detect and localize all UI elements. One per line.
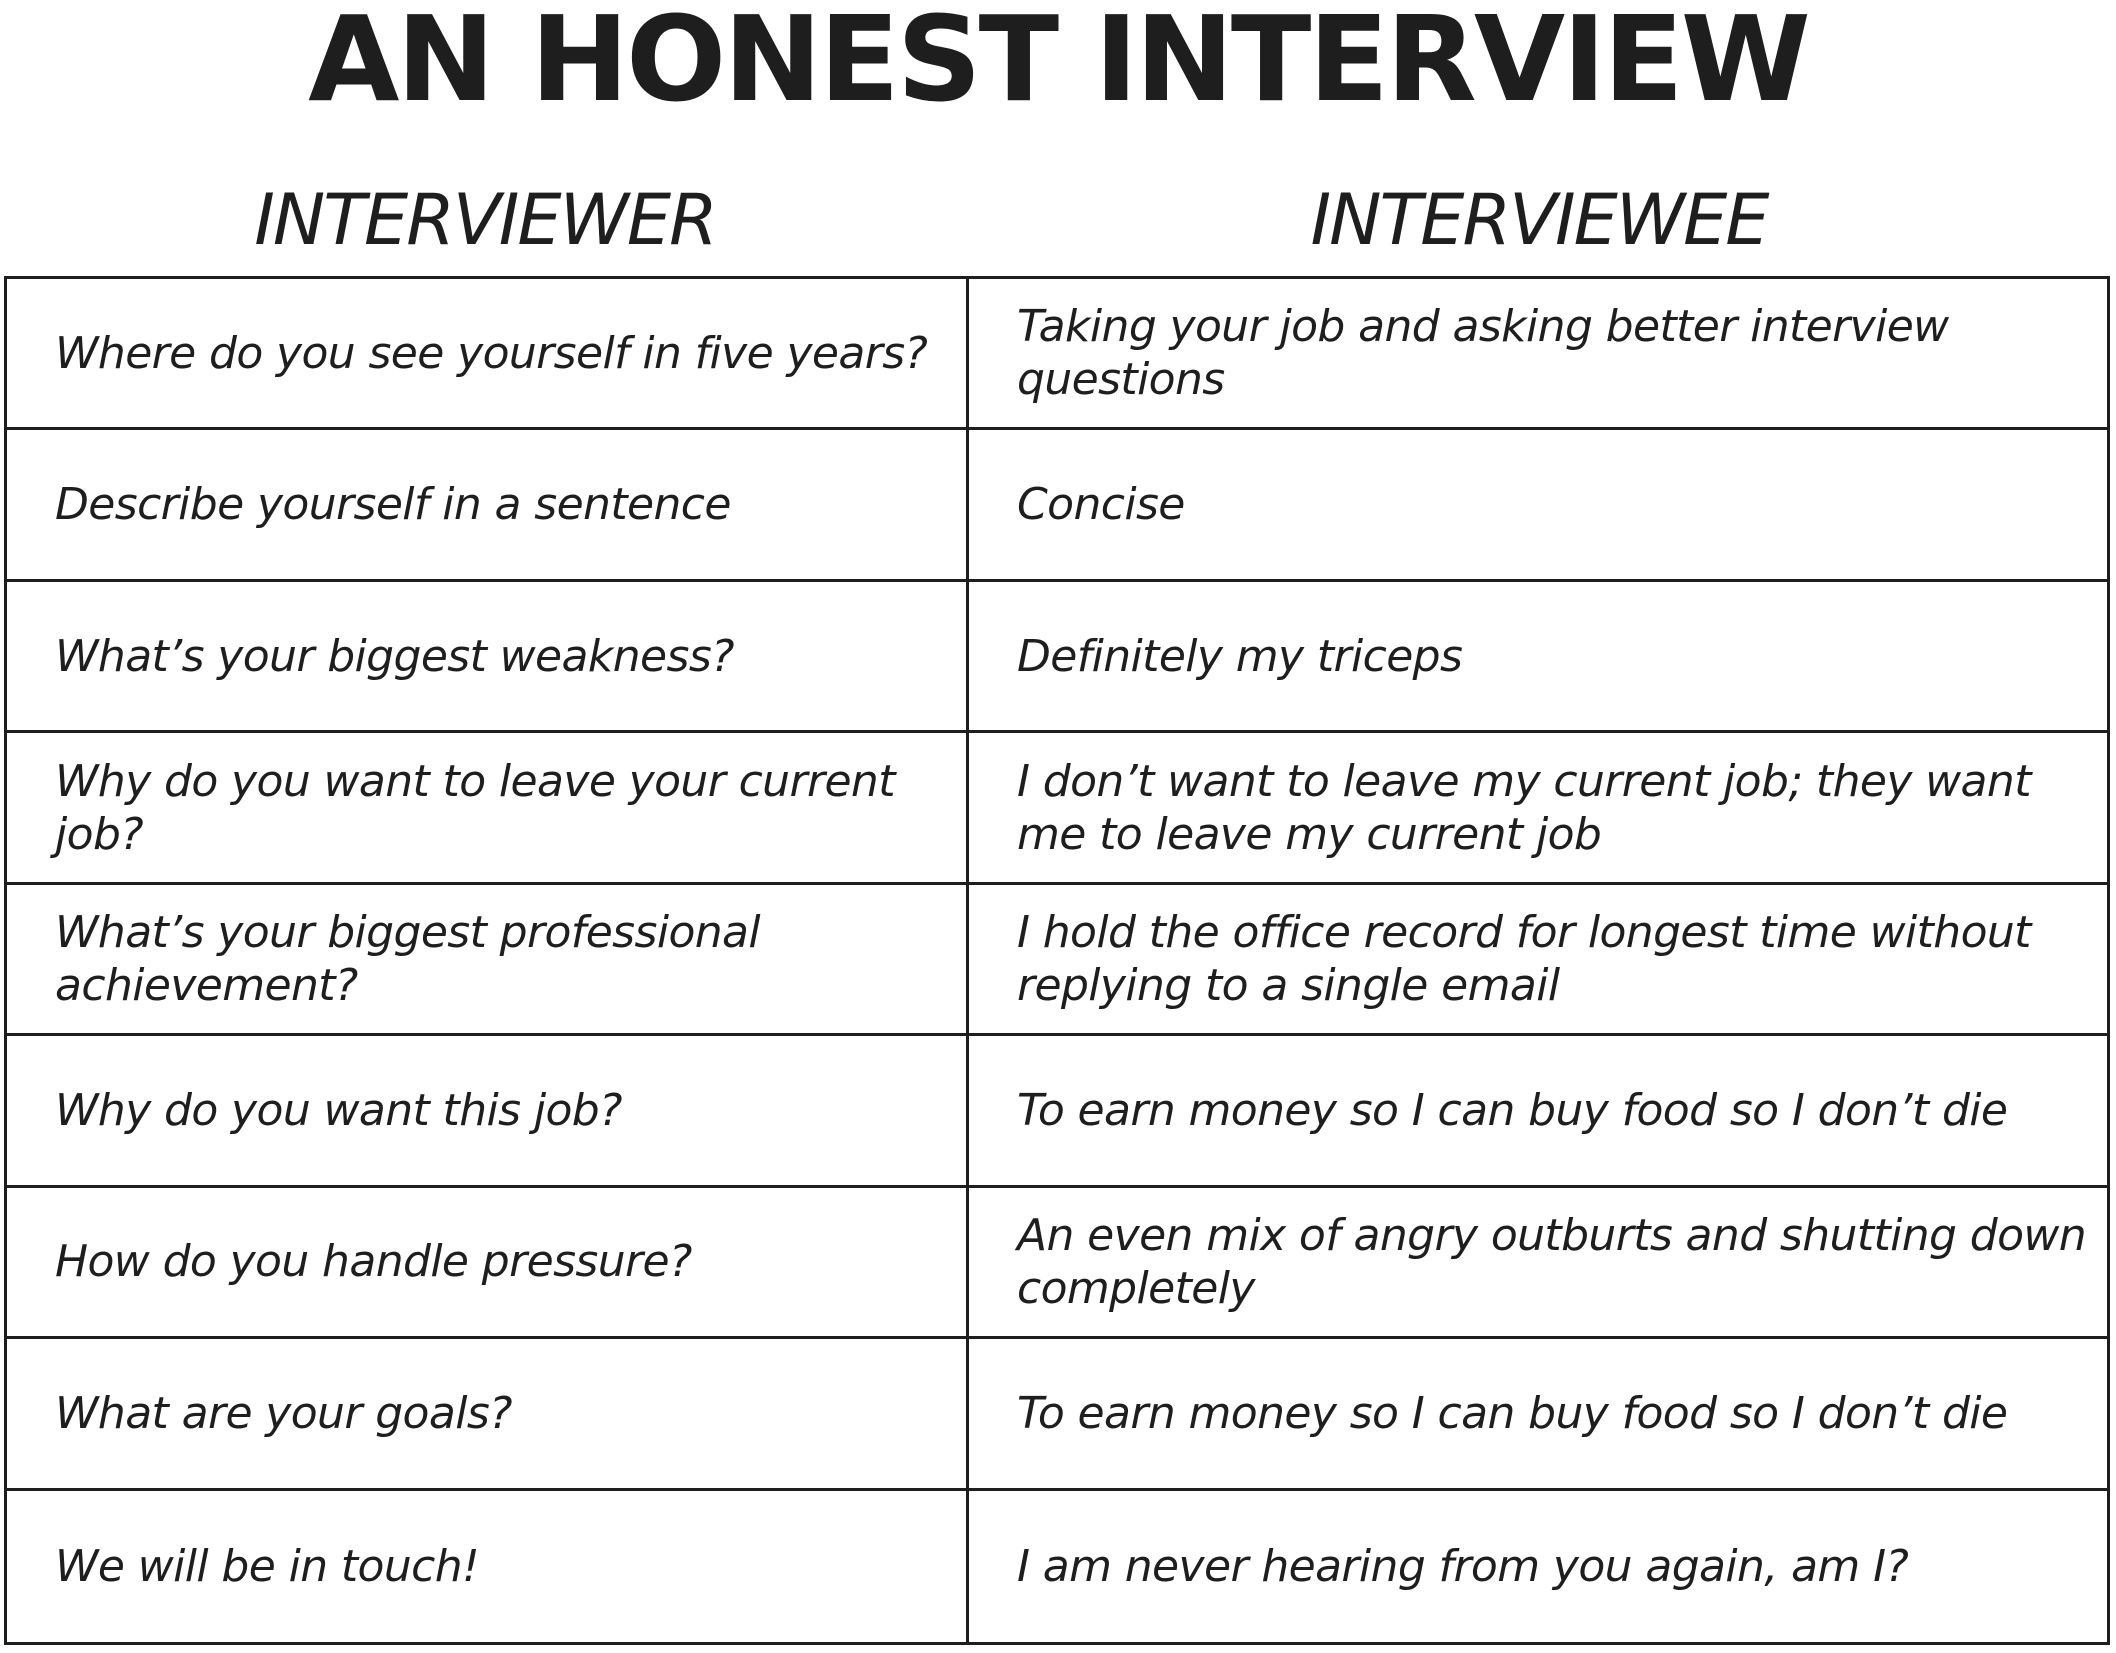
table-row-9-answer: I am never hearing from you again, am I? xyxy=(1017,1540,1909,1592)
column-header-interviewee: INTERVIEWEE xyxy=(1310,179,1768,261)
table-row-3-answer: Definitely my triceps xyxy=(969,582,2107,733)
table-row-8-question: What are your goals? xyxy=(7,1339,969,1490)
table-row-5-question: What’s your biggest professional achievement? xyxy=(7,885,969,1036)
table-row-1-question: Where do you see yourself in five years? xyxy=(7,279,969,430)
table-row-5-answer: I hold the office record for longest time without replying to a single email xyxy=(969,885,2107,1036)
table-row-2-answer: Concise xyxy=(969,430,2107,581)
table-row-6-question: Why do you want this job? xyxy=(7,1036,969,1187)
table-row-9-question: We will be in touch! xyxy=(7,1491,969,1642)
table-row-8-answer: To earn money so I can buy food so I don’t die xyxy=(969,1339,2107,1490)
table-row-6-answer: To earn money so I can buy food so I don’t die xyxy=(969,1036,2107,1187)
table-row-2-question: Describe yourself in a sentence xyxy=(7,430,969,581)
page-title: AN HONEST INTERVIEW xyxy=(308,0,1808,128)
table-row-3-question: What’s your biggest weakness? xyxy=(7,582,969,733)
column-header-interviewer: INTERVIEWER xyxy=(254,179,716,261)
interview-table xyxy=(4,276,2110,1645)
table-row-7-question: How do you handle pressure? xyxy=(7,1188,969,1339)
table-row-1-answer: Taking your job and asking better interview questions xyxy=(969,279,2107,430)
table-row-4-answer: I don’t want to leave my current job; they want me to leave my current job xyxy=(969,733,2107,884)
table-row-7-answer: An even mix of angry outburts and shutting down completely xyxy=(969,1188,2107,1339)
table-row-4-question: Why do you want to leave your current job? xyxy=(7,733,969,884)
